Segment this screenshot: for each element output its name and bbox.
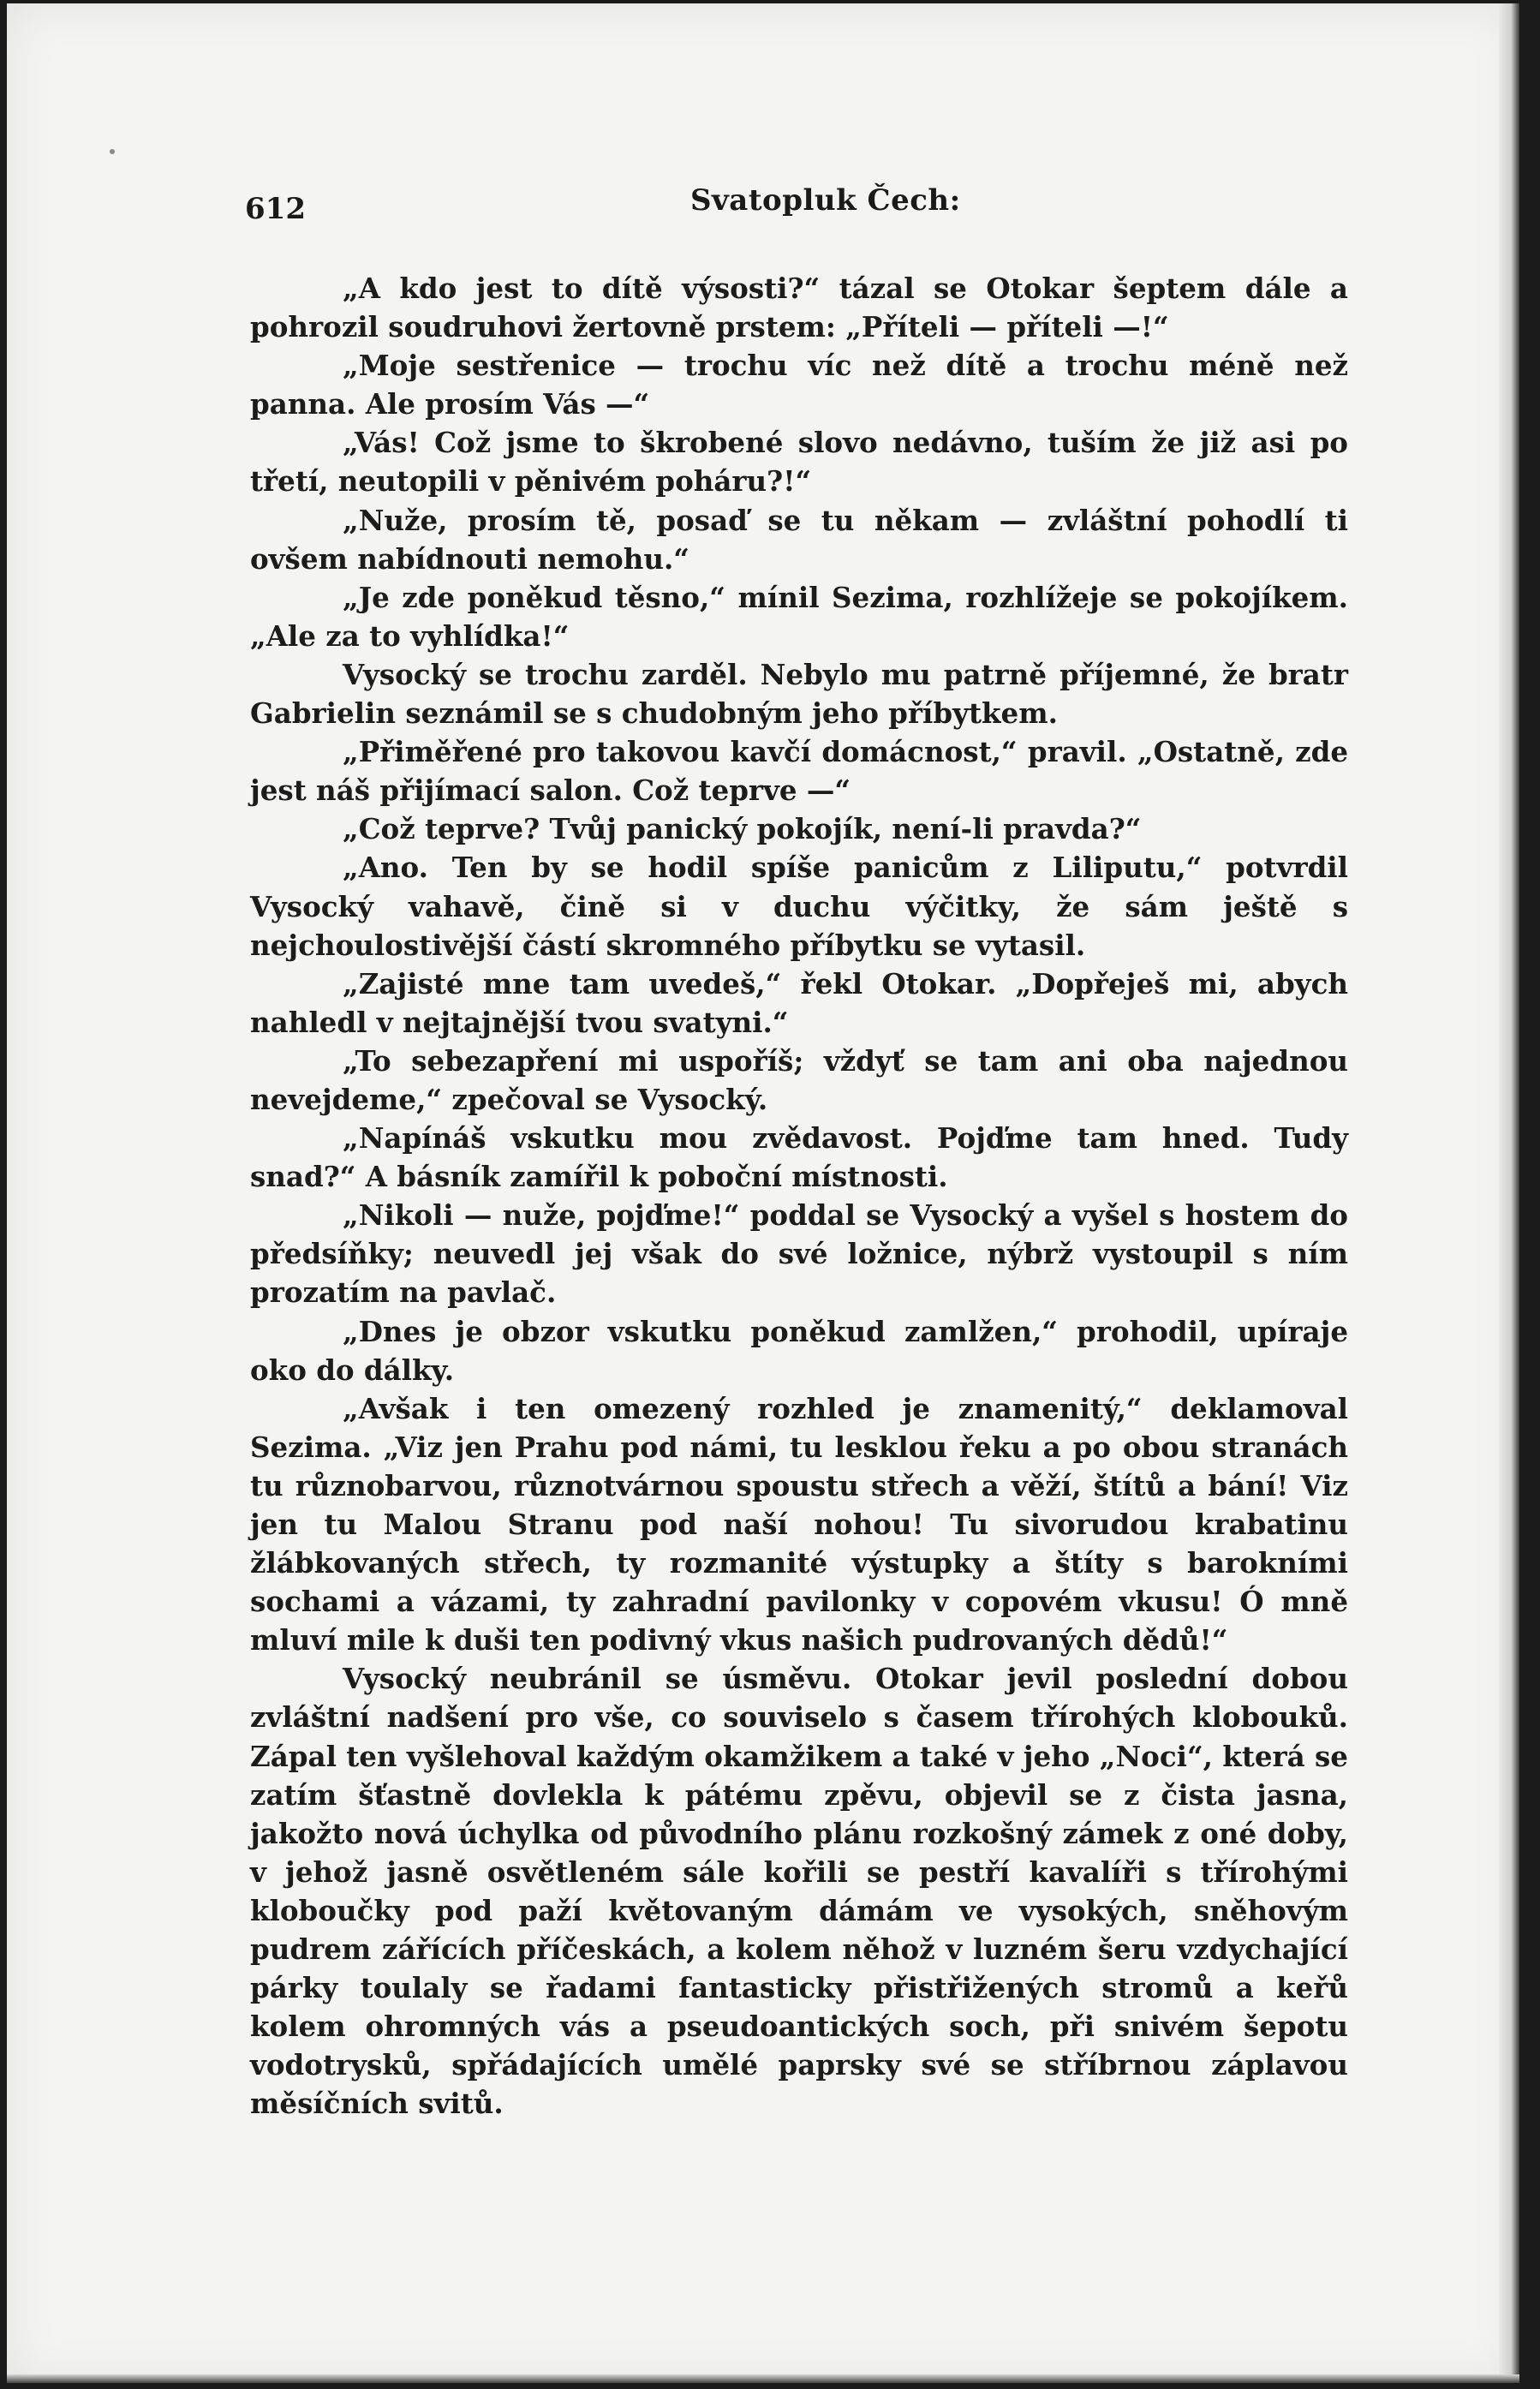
paragraph: „A kdo jest to dítě výsosti?“ tázal se Otokar šeptem dále a pohrozil soudruhovi žertovně prstem: „Příteli — příteli —!“ (250, 272, 1348, 344)
paragraph: „Zajisté mne tam uvedeš,“ řekl Otokar. „Dopřeješ mi, abych nahledl v nejtajnější tvou svatyni.“ (250, 966, 1348, 1039)
running-head (245, 183, 1350, 235)
paragraph: „Avšak i ten omezený rozhled je znamenitý,“ deklamoval Sezima. „Viz jen Prahu pod námi, tu lesklou řeku a po obou stranách tu různobarvou, různotvárnou spoustu střech a věží, štítů a bání! Viz jen tu Malou Stranu pod naší nohou! Tu sivorudou krabatinu žlábkovaných střech, ty rozmanité výstupky a štíty s barokními sochami a vázami, ty zahradní pavilonky v copovém vkusu! Ó mně mluví mile k duši ten podivný vkus našich pudrovaných dědů!“ (250, 1391, 1348, 1657)
body-text (250, 269, 1348, 2123)
paragraph: „Moje sestřenice — trochu víc než dítě a trochu méně než panna. Ale prosím Vás —“ (250, 349, 1348, 421)
header-title: Svatopluk Čech: (690, 183, 961, 218)
paragraph: Vysocký neubránil se úsměvu. Otokar jevil poslední dobou zvláštní nadšení pro vše, co souviselo s časem třírohých klobouků. Zápal ten vyšlehoval každým okamžikem a také v jeho „Noci“, která se zatím šťastně dovlekla k pátému zpěvu, objevil se z čista jasna, jakožto nová úchylka od původního plánu rozkošný zámek z oné doby, v jehož jasně osvětleném sále kořili se pestří kavalíři s třírohými kloboučky pod paží květovaným dámám ve vysokých, sněhovým pudrem zářících příčeskách, a kolem něhož v luzném šeru vzdychající párky toulaly se řadami fantasticky přistřižených stromů a keřů kolem ohromných vás a pseudoantických soch, při snivém šepotu vodotrysků, spřádajících umělé paprsky své se stříbrnou záplavou měsíčních svitů. (250, 1662, 1348, 2121)
paragraph: „Je zde poněkud těsno,“ mínil Sezima, rozhlížeje se pokojíkem. „Ale za to vyhlídka!“ (250, 580, 1348, 653)
paper-speck (110, 149, 115, 154)
paragraph: „Nikoli — nuže, pojďme!“ poddal se Vysocký a vyšel s hostem do předsíňky; neuvedl jej však do své ložnice, nýbrž vystoupil s ním prozatím na pavlač. (250, 1198, 1348, 1310)
paragraph: „Dnes je obzor vskutku poněkud zamlžen,“ prohodil, upíraje oko do dálky. (250, 1314, 1348, 1387)
paragraph: „To sebezapření mi uspoříš; vždyť se tam ani oba najednou nevejdeme,“ zpečoval se Vysocký. (250, 1043, 1348, 1116)
page-edge-bottom (7, 2374, 1519, 2383)
paragraph: „Přiměřené pro takovou kavčí domácnost,“ pravil. „Ostatně, zde jest náš přijímací salon. Což teprve —“ (250, 735, 1348, 808)
paragraph: „Napínáš vskutku mou zvědavost. Pojďme tam hned. Tudy snad?“ A básník zamířil k poboční místnosti. (250, 1121, 1348, 1194)
page-number: 612 (245, 192, 306, 226)
paragraph: „Což teprve? Tvůj panický pokojík, není-li pravda?“ (343, 812, 1142, 846)
paragraph: Vysocký se trochu zarděl. Nebylo mu patrně příjemné, že bratr Gabrielin seznámil se s chudobným jeho příbytkem. (250, 657, 1348, 731)
paragraph: „Vás! Což jsme to škrobené slovo nedávno, tuším že již asi po třetí, neutopili v pěnivém poháru?!“ (250, 426, 1348, 499)
paragraph: „Nuže, prosím tě, posaď se tu někam — zvláštní pohodlí ti ovšem nabídnouti nemohu.“ (250, 503, 1348, 576)
paragraph: „Ano. Ten by se hodil spíše panicům z Liliputu,“ potvrdil Vysocký vahavě, čině si v duchu výčitky, že sám ještě s nejchoulostivější částí skromného příbytku se vytasil. (250, 851, 1348, 962)
page-edge-right (1499, 3, 1519, 2383)
book-page (7, 3, 1519, 2383)
